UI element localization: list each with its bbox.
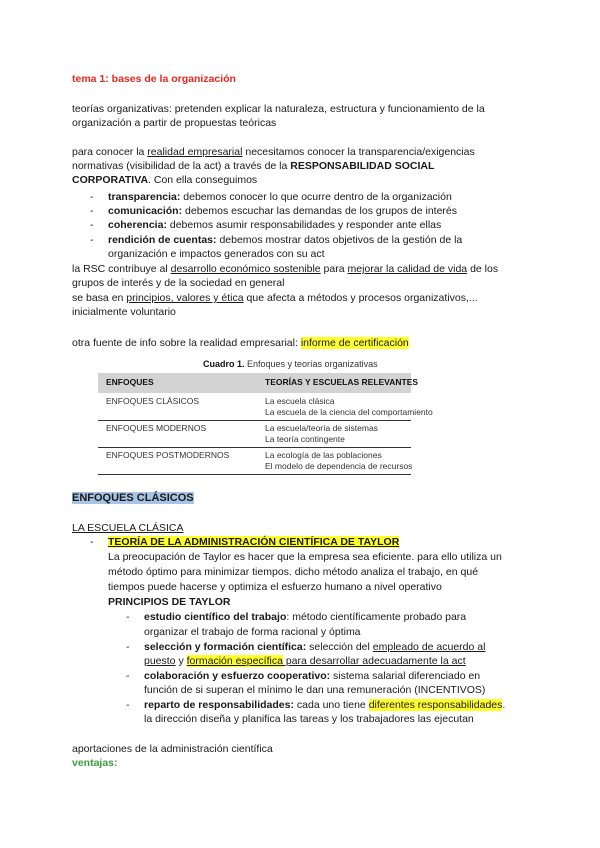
list-bullet: -: [126, 670, 130, 682]
principle-item: colaboración y esfuerzo cooperativo: sistema salarial diferenciado en: [144, 670, 481, 682]
principle-item: reparto de responsabilidades: cada uno tiene diferentes responsabilidades.: [144, 699, 506, 711]
list-item: transparencia: debemos conocer lo que ocurre dentro de la organización: [108, 191, 452, 203]
table-row: [98, 448, 411, 475]
table-header-cell: ENFOQUES: [106, 377, 154, 387]
paragraph-line: normativas (visibilidad de la act) a través de la RESPONSABILIDAD SOCIAL: [72, 160, 435, 172]
list-bullet: -: [90, 219, 94, 231]
principles-heading: PRINCIPIOS DE TAYLOR: [108, 596, 231, 608]
paragraph-line: organización a partir de propuestas teóricas: [72, 117, 277, 129]
paragraph-line: para conocer la realidad empresarial necesitamos conocer la transparencia/exigencias: [72, 146, 475, 158]
table-cell: La teoría contingente: [265, 434, 345, 444]
table-cell: La ecología de las poblaciones: [265, 450, 382, 460]
list-item: rendición de cuentas: debemos mostrar datos objetivos de la gestión de la: [108, 234, 463, 246]
table-cell: La escuela/teoría de sistemas: [265, 423, 378, 433]
table-row: [98, 421, 411, 448]
principle-continuation: puesto y formación específica para desarrollar adecuadamente la act: [144, 655, 466, 667]
list-item: comunicación: debemos escuchar las demandas de los grupos de interés: [108, 205, 458, 217]
advantages-heading: ventajas:: [72, 757, 118, 769]
table-cell: El modelo de dependencia de recursos: [265, 461, 413, 471]
principle-item: estudio científico del trabajo: método científicamente probado para: [144, 611, 467, 623]
paragraph-line: la RSC contribuye al desarrollo económico sostenible para mejorar la calidad de vida de los: [72, 263, 499, 275]
page-title: tema 1: bases de la organización: [72, 73, 236, 85]
table-header-cell: TEORÍAS Y ESCUELAS RELEVANTES: [265, 377, 419, 387]
table-cell: La escuela clásica: [265, 396, 335, 406]
paragraph-line: inicialmente voluntario: [72, 306, 176, 318]
paragraph-line: teorías organizativas: pretenden explicar la naturaleza, estructura y funcionamiento de la: [72, 103, 485, 115]
table-cell: ENFOQUES POSTMODERNOS: [106, 450, 230, 460]
section-heading: ENFOQUES CLÁSICOS: [72, 492, 194, 504]
paragraph-line: aportaciones de la administración científica: [72, 743, 273, 755]
principle-item: selección y formación científica: selección del empleado de acuerdo al: [144, 641, 486, 653]
list-bullet: -: [126, 641, 130, 653]
paragraph-line: La preocupación de Taylor es hacer que la empresa sea eficiente. para ello utiliza un: [108, 551, 502, 563]
list-bullet: -: [90, 234, 94, 246]
table-caption: Cuadro 1. Enfoques y teorías organizativas: [203, 359, 378, 369]
paragraph-line: CORPORATIVA. Con ella conseguimos: [72, 174, 258, 186]
list-bullet: -: [90, 536, 94, 548]
paragraph-line: tiempos puede hacerse y optimiza el esfuerzo humano a nivel operativo: [108, 581, 442, 593]
paragraph-line: otra fuente de info sobre la realidad empresarial: informe de certificación: [72, 337, 409, 349]
principle-continuation: función de si superan el mínimo le dan una remuneración (INCENTIVOS): [144, 684, 486, 696]
table-header: [98, 373, 419, 393]
list-bullet: -: [126, 611, 130, 623]
principle-continuation: organizar el trabajo de forma racional y óptima: [144, 626, 361, 638]
table-row: [98, 393, 433, 421]
list-bullet: -: [126, 699, 130, 711]
table-cell: ENFOQUES MODERNOS: [106, 423, 207, 433]
paragraph-line: método óptimo para minimizar tiempos. dicho método analiza el trabajo, en qué: [108, 566, 479, 578]
table-cell: La escuela de la ciencia del comportamiento: [265, 407, 433, 417]
list-item-continuation: organización e impactos generados con su act: [108, 248, 325, 260]
list-bullet: -: [90, 191, 94, 203]
subsection-heading: LA ESCUELA CLÁSICA: [72, 522, 184, 534]
theory-title: TEORÍA DE LA ADMINISTRACIÓN CIENTÍFICA DE TAYLOR: [108, 536, 400, 548]
paragraph-line: se basa en principios, valores y ética que afecta a métodos y procesos organizativos,...: [72, 292, 478, 304]
table-cell: ENFOQUES CLÁSICOS: [106, 396, 200, 406]
list-item: coherencia: debemos asumir responsabilidades y responder ante ellas: [108, 219, 442, 231]
principle-continuation: la dirección diseña y planifica las tareas y los trabajadores las ejecutan: [144, 713, 474, 725]
paragraph-line: grupos de interés y de la sociedad en general: [72, 277, 285, 289]
list-bullet: -: [90, 205, 94, 217]
